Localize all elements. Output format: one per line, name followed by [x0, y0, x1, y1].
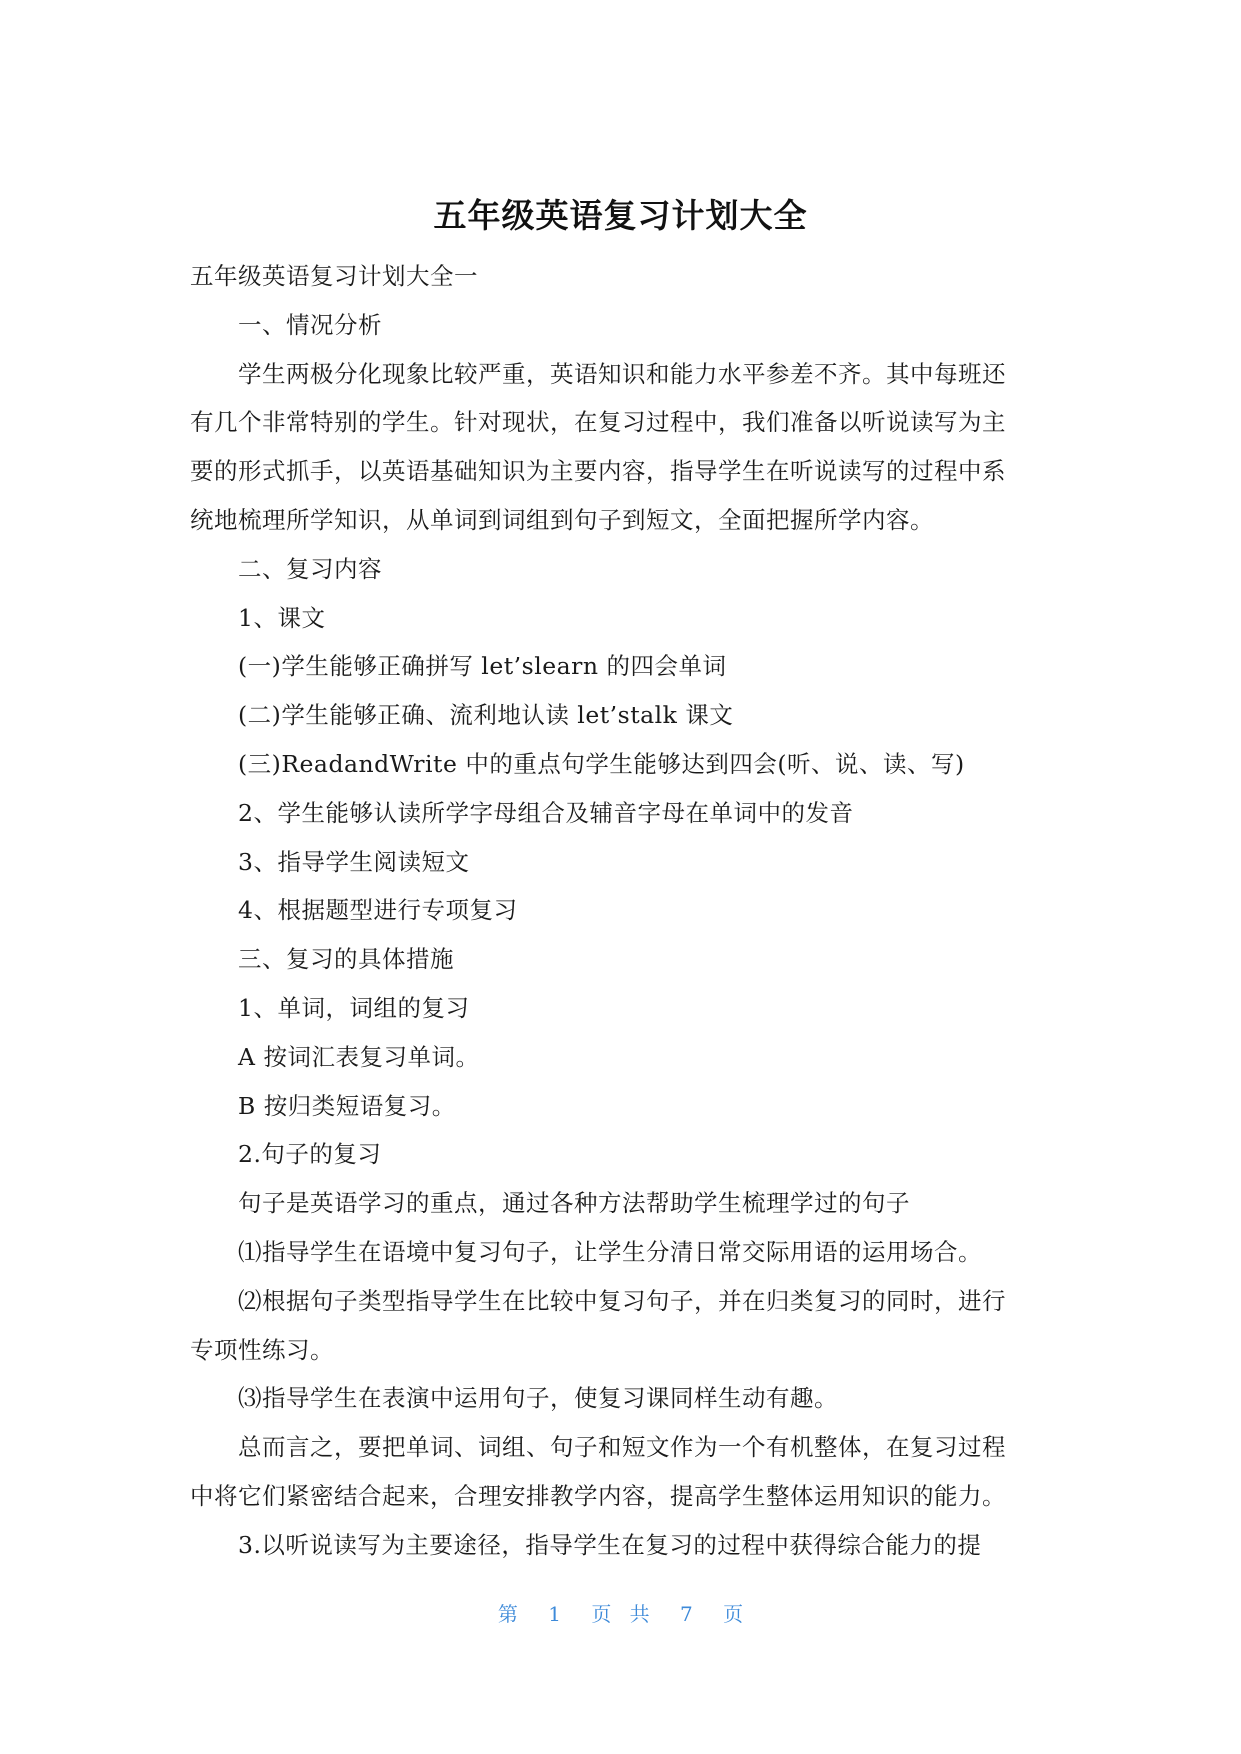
- paragraph-line: 学生两极分化现象比较严重，英语知识和能力水平参差不齐。其中每班还: [238, 359, 1006, 388]
- paragraph-line: 2.句子的复习: [238, 1140, 382, 1169]
- paragraph-line: 3、指导学生阅读短文: [238, 847, 470, 876]
- paragraph-line: 句子是英语学习的重点，通过各种方法帮助学生梳理学过的句子: [238, 1189, 910, 1218]
- paragraph-line: (一)学生能够正确拼写 let’slearn 的四会单词: [238, 652, 727, 681]
- paragraph-line: 统地梳理所学知识，从单词到词组到句子到短文，全面把握所学内容。: [190, 505, 934, 534]
- paragraph-line: 4、根据题型进行专项复习: [238, 896, 518, 925]
- total-pages-number: 7: [680, 1602, 693, 1626]
- paragraph-line: 中将它们紧密结合起来，合理安排教学内容，提高学生整体运用知识的能力。: [190, 1481, 1006, 1510]
- paragraph-line: ⑴指导学生在语境中复习句子，让学生分清日常交际用语的运用场合。: [238, 1237, 982, 1266]
- paragraph-line: (二)学生能够正确、流利地认读 let’stalk 课文: [238, 701, 734, 730]
- paragraph-line: 专项性练习。: [190, 1335, 334, 1364]
- paragraph-line: 2、学生能够认读所学字母组合及辅音字母在单词中的发音: [238, 798, 854, 827]
- paragraph-line: ⑶指导学生在表演中运用句子，使复习课同样生动有趣。: [238, 1384, 838, 1413]
- paragraph-line: 1、单词，词组的复习: [238, 993, 470, 1022]
- document-title: 五年级英语复习计划大全: [433, 196, 808, 235]
- paragraph-line: 总而言之，要把单词、词组、句子和短文作为一个有机整体，在复习过程: [238, 1433, 1006, 1462]
- paragraph-line: 五年级英语复习计划大全一: [190, 262, 478, 290]
- current-page-number: 1: [548, 1602, 561, 1626]
- paragraph-line: 有几个非常特别的学生。针对现状，在复习过程中，我们准备以听说读写为主: [190, 408, 1006, 437]
- document-body: [190, 252, 1050, 1570]
- paragraph-line: (三)ReadandWrite 中的重点句学生能够达到四会(听、说、读、写): [238, 749, 965, 778]
- paragraph-line: 三、复习的具体措施: [238, 945, 454, 974]
- paragraph-line: A 按词汇表复习单词。: [238, 1042, 480, 1071]
- paragraph-line: ⑵根据句子类型指导学生在比较中复习句子，并在归类复习的同时，进行: [238, 1286, 1006, 1315]
- paragraph-line: 1、课文: [238, 603, 326, 632]
- paragraph-line: 二、复习内容: [238, 554, 382, 583]
- footer-suffix: 页: [723, 1602, 744, 1626]
- footer-middle: 页 共: [591, 1602, 650, 1626]
- paragraph-line: 3.以听说读写为主要途径，指导学生在复习的过程中获得综合能力的提: [238, 1530, 982, 1559]
- page-number-footer: [0, 1598, 1241, 1627]
- paragraph-line: 要的形式抓手，以英语基础知识为主要内容，指导学生在听说读写的过程中系: [190, 457, 1006, 486]
- footer-prefix: 第: [497, 1602, 518, 1626]
- paragraph-line: B 按归类短语复习。: [238, 1091, 456, 1120]
- paragraph-line: 一、情况分析: [238, 310, 382, 339]
